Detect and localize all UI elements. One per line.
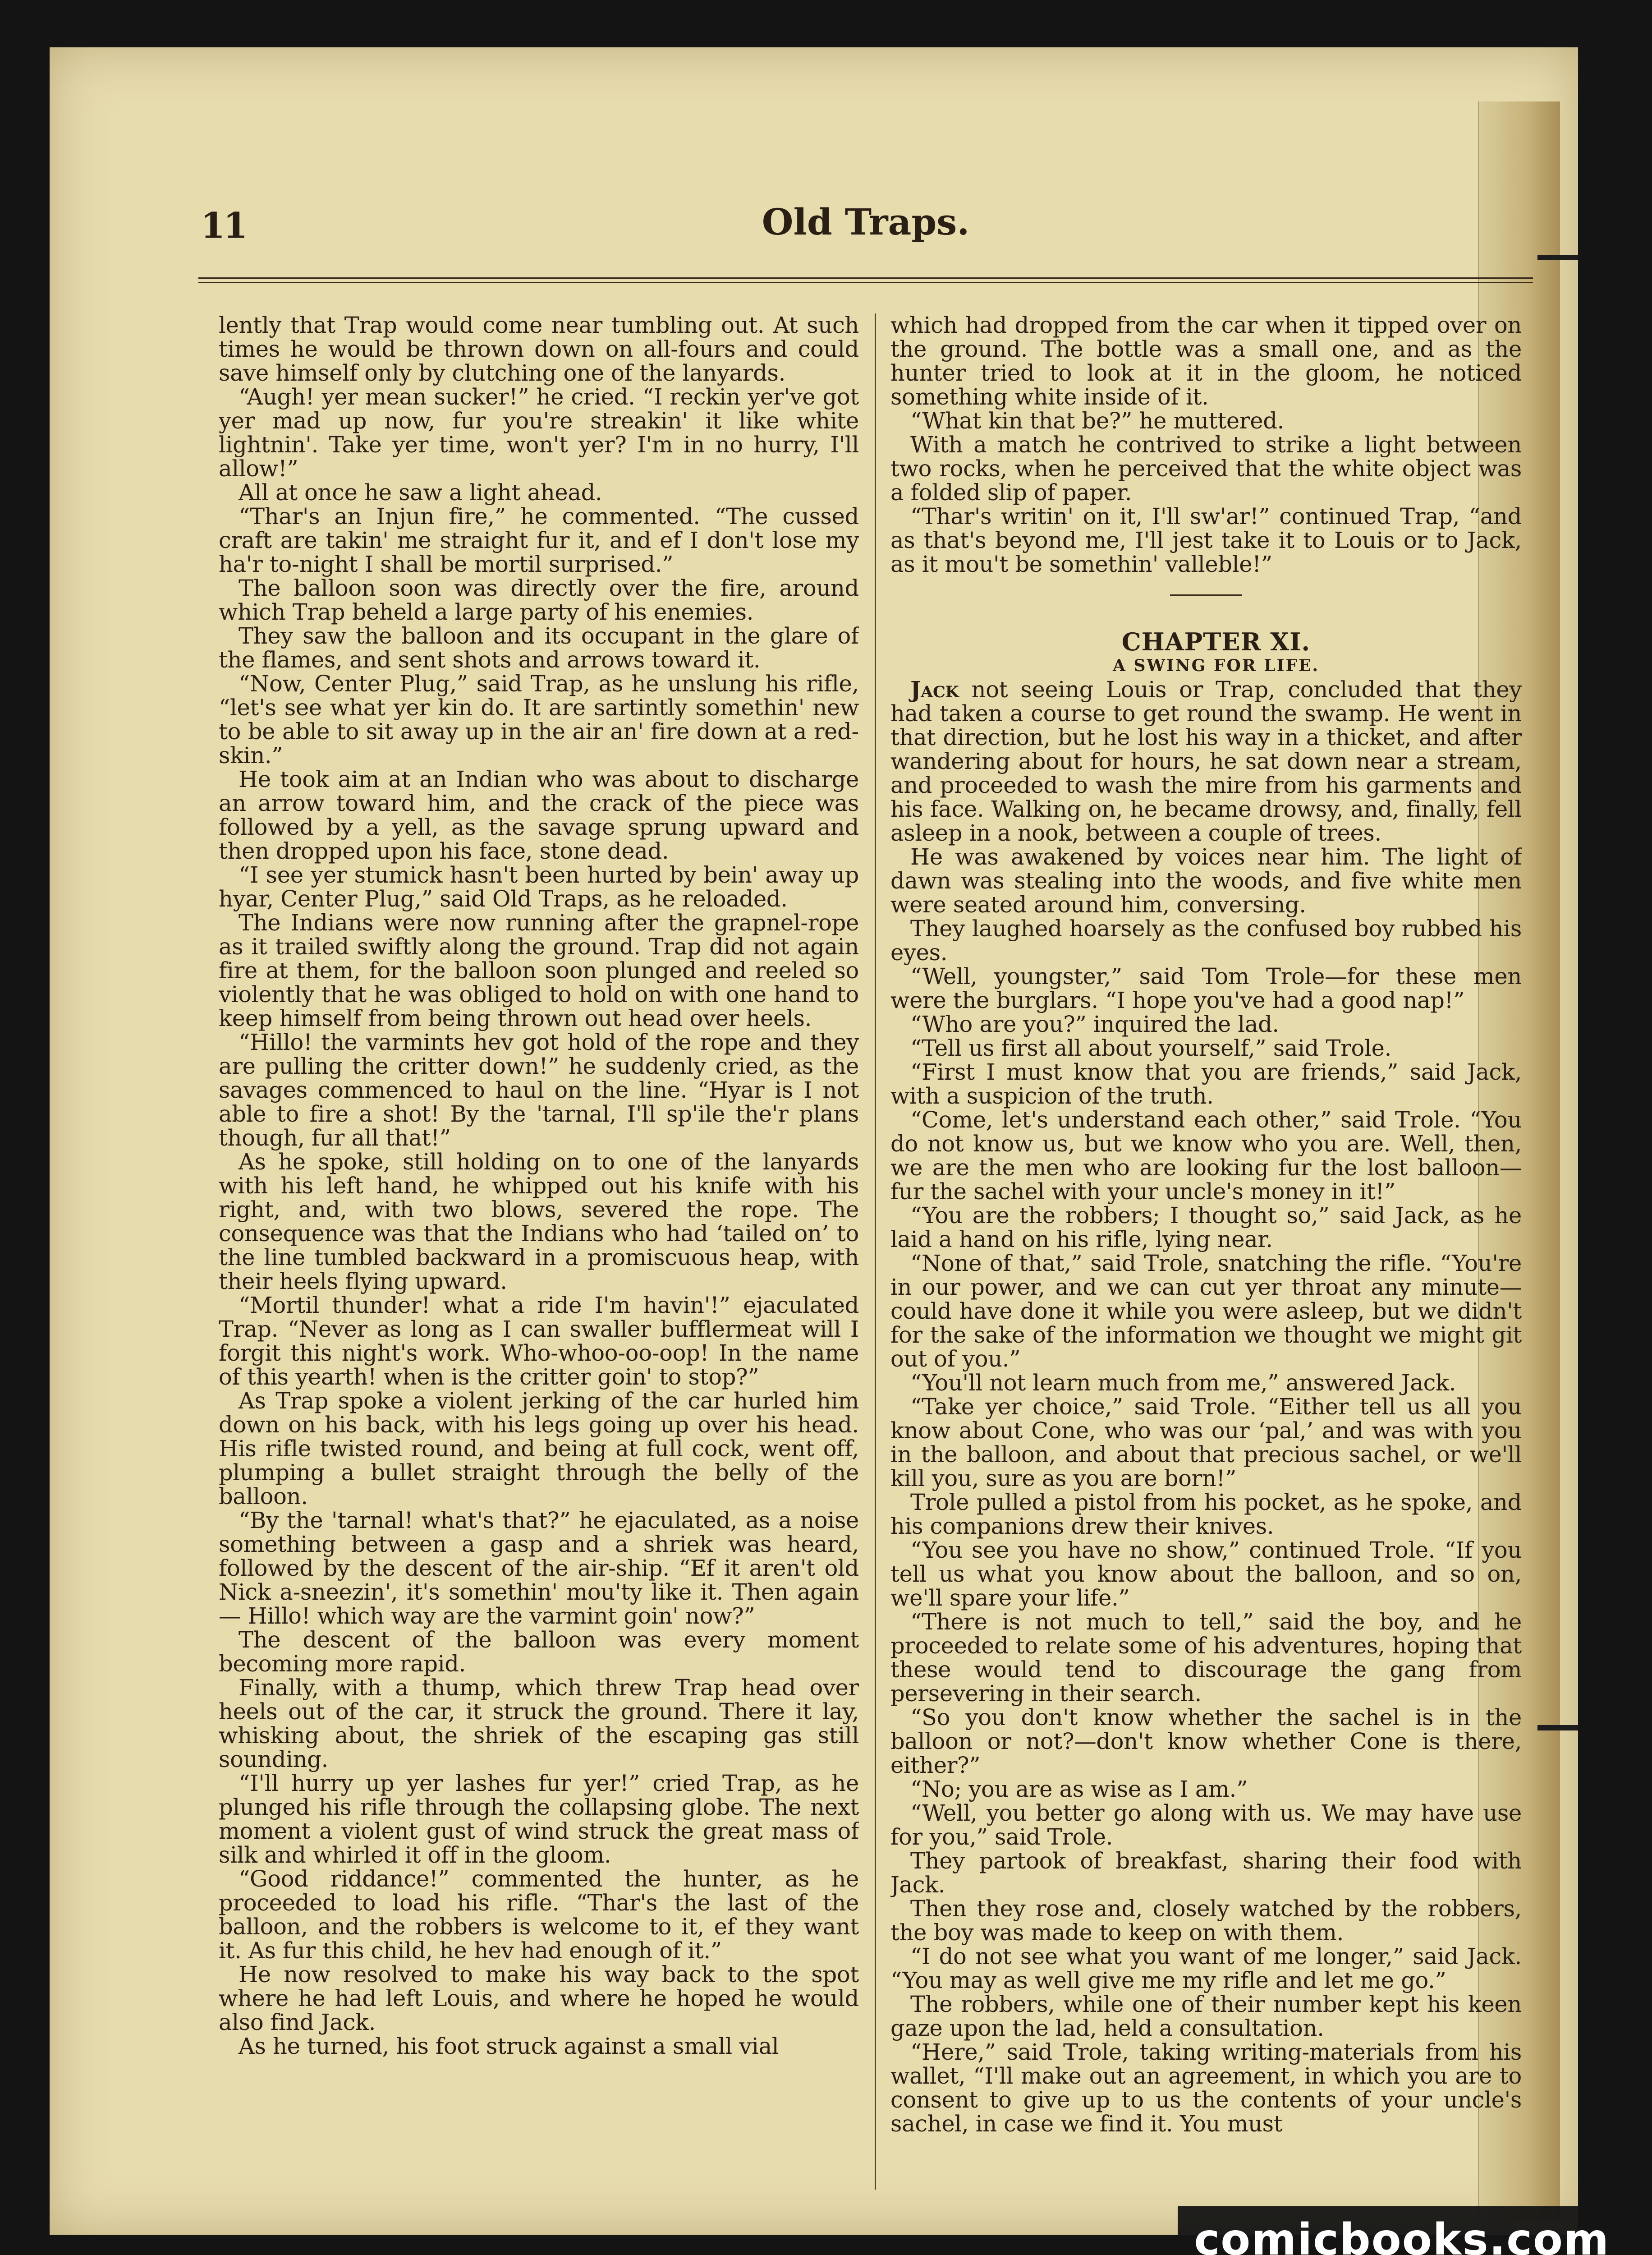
paragraph: “None of that,” said Trole, snatching the rifle. “You're in our power, and we can cut yer throat any minute—could have done it while you were asleep, but we didn't for the sake of the information we thought we might git out of you.”	[890, 1250, 1522, 1372]
paragraph: “Tell us first all about yourself,” said Trole.	[910, 1035, 1392, 1061]
paragraph: As he spoke, still holding on to one of the lanyards with his left hand, he whipped out his knife with his right, and, with two blows, severed the rope. The consequence was that the Indians who had ‘tailed on’ to the line tumbled backward in a promiscuous heap, with their heels flying upward.	[219, 1149, 859, 1294]
paragraph: “Take yer choice,” said Trole. “Either tell us all you know about Cone, who was our ‘pal,’ and was with you in the balloon, and about that precious sachel, or we'll kill you, sure as you are born!”	[890, 1394, 1522, 1491]
chapter-opening-paragraph	[890, 678, 1522, 845]
paragraph: He was awakened by voices near him. The light of dawn was stealing into the woods, and five white men were seated around him, conversing.	[890, 844, 1522, 918]
paragraph: They partook of breakfast, sharing their food with Jack.	[890, 1848, 1522, 1898]
paragraph: “So you don't know whether the sachel is in the balloon or not?—don't know whether Cone is there, either?”	[890, 1704, 1522, 1778]
paragraph: “Here,” said Trole, taking writing-materials from his wallet, “I'll make out an agreement, in which you are to consent to give up to us the contents of your uncle's sachel, in case we find it. You must	[890, 2039, 1522, 2137]
paragraph: “You'll not learn much from me,” answered Jack.	[910, 1370, 1456, 1396]
paragraph: “There is not much to tell,” said the boy, and he proceeded to relate some of his adventures, hoping that these would tend to discourage the gang from persevering in their search.	[890, 1609, 1522, 1707]
site-watermark: comicbooks.com	[1178, 2206, 1626, 2255]
paragraph: “Good riddance!” commented the hunter, as he proceeded to load his rifle. “Thar's the last of the balloon, and the robbers is welcome to it, ef they want it. As fur this child, he hev had enough of it.”	[219, 1866, 859, 1964]
paragraph: “What kin that be?” he muttered.	[910, 408, 1285, 434]
paragraph: “Well, youngster,” said Tom Trole—for these men were the burglars. “I hope you've had a good nap!”	[890, 963, 1522, 1013]
paragraph: Trole pulled a pistol from his pocket, as he spoke, and his companions drew their knives.	[890, 1489, 1522, 1539]
chapter-body	[890, 845, 1522, 2136]
paragraph: “Thar's writin' on it, I'll sw'ar!” continued Trap, “and as that's beyond me, I'll jest take it to Louis or to Jack, as it mou't be somethin' valleble!”	[890, 503, 1522, 577]
page-number: 11	[201, 205, 246, 246]
paragraph: “You are the robbers; I thought so,” said Jack, as he laid a hand on his rifle, lying near.	[890, 1202, 1522, 1252]
right-column	[890, 313, 1522, 2199]
section-separator	[1170, 594, 1242, 598]
paragraph: “Augh! yer mean sucker!” he cried. “I reckin yer've got yer mad up now, fur you're streakin' it like white lightnin'. Take yer time, won't yer? I'm in no hurry, I'll allow!”	[219, 384, 859, 482]
paragraph: As Trap spoke a violent jerking of the car hurled him down on his back, with his legs going up over his head. His rifle twisted round, and being at full cock, went off, plumping a bullet straight through the belly of the balloon.	[219, 1388, 859, 1509]
paragraph: “No; you are as wise as I am.”	[910, 1776, 1248, 1802]
opening-text: not seeing Louis or Trap, concluded that they had taken a course to get round the swamp. He went in that direction, but he lost his way in a thicket, and after wandering about for hours, he sat down near a stream, and proceeded to wash the mire from his garments and his face. Walking on, he became drowsy, and, finally, fell asleep in a nook, between a couple of trees.	[890, 676, 1522, 846]
paragraph: He now resolved to make his way back to the spot where he had left Louis, and where he hoped he would also find Jack.	[219, 1961, 859, 2035]
paragraph: They laughed hoarsely as the confused boy rubbed his eyes.	[890, 916, 1522, 966]
column-divider	[875, 313, 876, 2190]
paragraph: “First I must know that you are friends,” said Jack, with a suspicion of the truth.	[890, 1059, 1522, 1109]
paragraph: “Now, Center Plug,” said Trap, as he unslung his rifle, “let's see what yer kin do. It are sartintly somethin' new to be able to sit away up in the air an' fire down at a red-skin.”	[219, 671, 859, 769]
binding-stitch	[1537, 255, 1578, 260]
paragraph: “Who are you?” inquired the lad.	[910, 1011, 1279, 1037]
paragraph: The robbers, while one of their number kept his keen gaze upon the lad, held a consultation.	[890, 1991, 1522, 2041]
page-header	[201, 183, 1531, 259]
paragraph: “Come, let's understand each other,” said Trole. “You do not know us, but we know who you are. Well, then, we are the men who are looking fur the lost balloon—fur the sachel with your uncle's money in it!”	[890, 1107, 1522, 1205]
paragraph: “Hillo! the varmints hev got hold of the rope and they are pulling the critter down!” he suddenly cried, as the savages commenced to haul on the line. “Hyar is I not able to fire a shot! By the 'tarnal, I'll sp'ile the'r plans though, fur all that!”	[219, 1029, 859, 1151]
paragraph: “I do not see what you want of me longer,” said Jack. “You may as well give me my rifle and let me go.”	[890, 1943, 1522, 1993]
running-title: Old Traps.	[762, 201, 970, 243]
paragraph: “I see yer stumick hasn't been hurted by bein' away up hyar, Center Plug,” said Old Traps, as he reloaded.	[219, 862, 859, 912]
chapter-title: CHAPTER XI.	[1121, 627, 1311, 656]
drop-word: Jack	[910, 676, 959, 703]
paragraph: Finally, with a thump, which threw Trap head over heels out of the car, it struck the ground. There it lay, whisking about, the shriek of the escaping gas still sounding.	[219, 1675, 859, 1772]
paragraph: As he turned, his foot struck against a small vial	[239, 2033, 779, 2059]
paragraph: “I'll hurry up yer lashes fur yer!” cried Trap, as he plunged his rifle through the collapsing globe. The next moment a violent gust of wind struck the great mass of silk and whirled it off in the gloom.	[219, 1770, 859, 1868]
paragraph: With a match he contrived to strike a light between two rocks, when he perceived that the white object was a folded slip of paper.	[890, 432, 1522, 506]
paragraph: “You see you have no show,” continued Trole. “If you tell us what you know about the balloon, and so on, we'll spare your life.”	[890, 1537, 1522, 1611]
paragraph: All at once he saw a light ahead.	[239, 479, 602, 506]
paragraph: “By the 'tarnal! what's that?” he ejaculated, as a noise something between a gasp and a shriek was heard, followed by the descent of the air-ship. “Ef it aren't old Nick a-sneezin', it's somethin' mou'ty like it. Then again— Hillo! which way are the varmint goin' now?”	[219, 1507, 859, 1629]
paragraph: The Indians were now running after the grapnel-rope as it trailed swiftly along the ground. Trap did not again fire at them, for the balloon soon plunged and reeled so violently that he was obliged to hold on with one hand to keep himself from being thrown out head over heels.	[219, 910, 859, 1031]
paragraph: They saw the balloon and its occupant in the glare of the flames, and sent shots and arrows toward it.	[219, 623, 859, 673]
paragraph: which had dropped from the car when it tipped over on the ground. The bottle was a small one, and as the hunter tried to look at it in the gloom, he noticed something white inside of it.	[890, 313, 1522, 410]
paragraph: “Mortil thunder! what a ride I'm havin'!” ejaculated Trap. “Never as long as I can swaller bufflermeat will I forgit this night's work. Who-whoo-oo-oop! In the name of this yearth! when is the critter goin' to stop?”	[219, 1292, 859, 1390]
paragraph: The descent of the balloon was every moment becoming more rapid.	[219, 1627, 859, 1677]
magazine-page	[50, 47, 1578, 2235]
paragraph: “Thar's an Injun fire,” he commented. “The cussed craft are takin' me straight fur it, and ef I don't lose my ha'r to-night I shall be mortil surprised.”	[219, 503, 859, 577]
header-rule	[198, 277, 1533, 283]
paragraph: lently that Trap would come near tumbling out. At such times he would be thrown down on all-fours and could save himself only by clutching one of the lanyards.	[219, 313, 859, 386]
left-column	[219, 313, 859, 2199]
binding-stitch	[1537, 1725, 1578, 1730]
right-column-continuation	[890, 313, 1522, 576]
paragraph: The balloon soon was directly over the fire, around which Trap beheld a large party of his enemies.	[219, 575, 859, 625]
chapter-subtitle: A SWING FOR LIFE.	[1113, 656, 1319, 675]
paragraph: “Well, you better go along with us. We may have use for you,” said Trole.	[890, 1800, 1522, 1850]
paragraph: Then they rose and, closely watched by the robbers, the boy was made to keep on with them.	[890, 1896, 1522, 1946]
paragraph: He took aim at an Indian who was about to discharge an arrow toward him, and the crack of the piece was followed by a yell, as the savage sprung upward and then dropped upon his face, stone dead.	[219, 766, 859, 864]
